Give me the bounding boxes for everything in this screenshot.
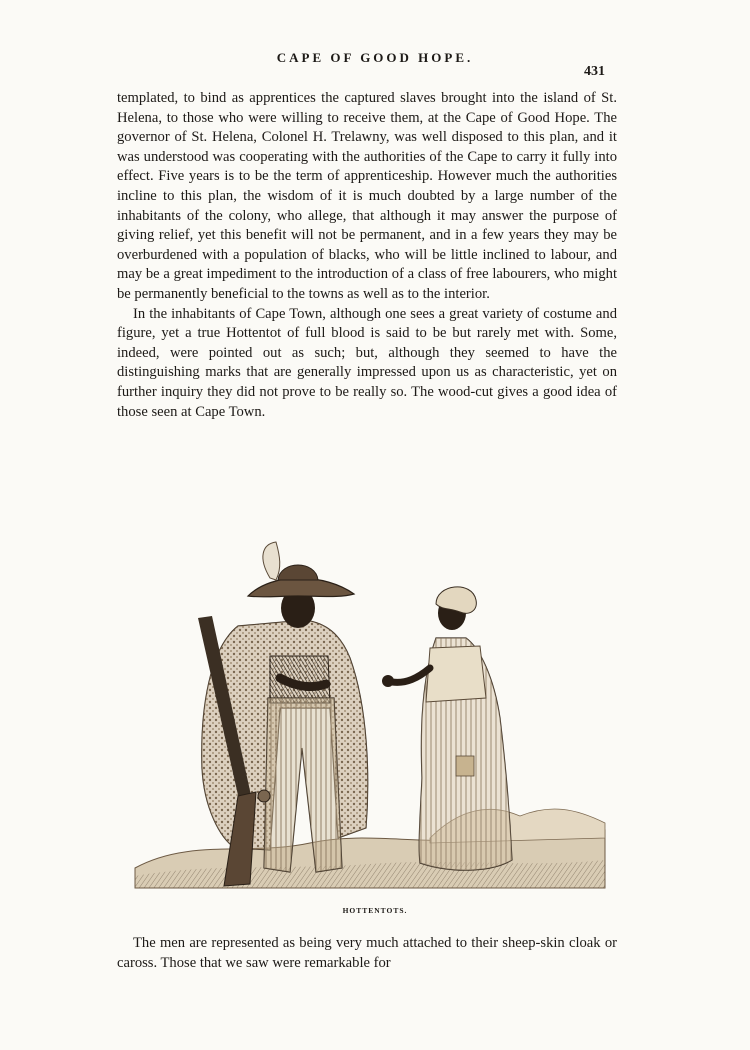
woodcut-illustration [130, 538, 610, 898]
hat-feather [263, 542, 280, 580]
paragraph-cape-town: In the inhabitants of Cape Town, although one sees a great variety of costume and figure, yet a true Hottentot of full blood is said to be but rarely met with. Some, indeed, were pointed out as such; but, although they seemed to have the distinguishing marks that are generally impressed upon us as characteristic, yet on further inquiry they did not prove to be really so. The wood-cut gives a good idea of those seen at Cape Town. [117, 305, 617, 420]
illustration-caption: HOTTENTOTS. [342, 906, 408, 915]
page-number: 431 [584, 64, 605, 79]
paragraph-caross: The men are represented as being very much attached to their sheep-skin cloak or caross. Those that we saw were remarkable for [117, 935, 617, 971]
running-title: CAPE OF GOOD HOPE. [276, 50, 474, 65]
paragraph-apprenticeship: templated, to bind as apprentices the captured slaves brought into the island of St. Helena, to those who were willing to receive them, at the Cape of Good Hope. The governor of St. Helena, Colonel H. Trelawny, was well disposed to this plan, and it was understood was cooperating with the authorities of the Cape to carry it fully into effect. Five years is to be the term of apprenticeship. However much the authorities incline to this plan, the wisdom of it is much doubted by a large number of the inhabitants of the colony, who allege, that although it may answer the purpose of giving relief, yet this benefit will not be permanent, and in a few years they may be overburdened with a population of blacks, who will be little inclined to labour, and may be a great impediment to the introduction of a class of free labourers, who might be permanently beneficial to the towns as well as to the interior. [117, 90, 617, 302]
man-hat [248, 578, 354, 597]
bottom-text [117, 933, 617, 973]
body-text [117, 89, 617, 422]
woodcut-drawing [130, 538, 610, 898]
